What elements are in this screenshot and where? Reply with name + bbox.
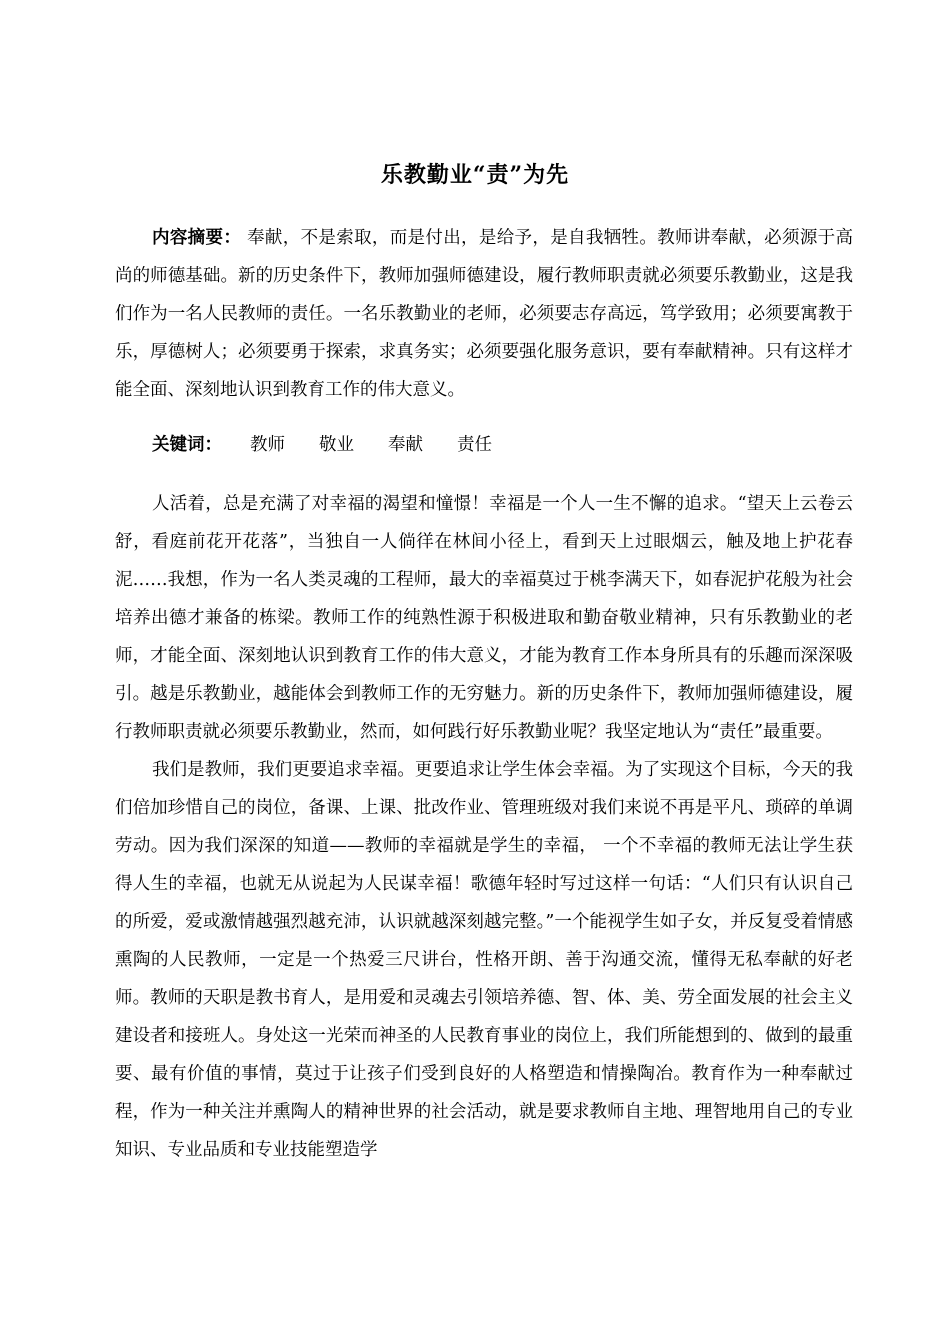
abstract-text: 奉献，不是索取，而是付出，是给予，是自我牺牲。教师讲奉献，必须源于高尚的师德基础。新的历史条件下，教师加强师德建设，履行教师职责就必须要乐教勤业，这是我们作为一名人民教师的责任。一名乐教勤业的老师，必须要志存高远，笃学致用；必须要寓教于乐，厚德树人；必须要勇于探索，求真务实；必须要强化服务意识，要有奉献精神。只有这样才能全面、深刻地认识到教育工作的伟大意义。 <box>115 228 854 400</box>
keyword-item: 责任 <box>457 435 492 455</box>
body-paragraph: 人活着，总是充满了对幸福的渴望和憧憬！幸福是一个人一生不懈的追求。“望天上云卷云舒，看庭前花开花落”，当独自一人倘徉在林间小径上，看到天上过眼烟云，触及地上护花春泥……我想，作为一名人类灵魂的工程师，最大的幸福莫过于桃李满天下，如春泥护花般为社会培养出德才兼备的栋梁。教师工作的纯熟性源于积极进取和勤奋敬业精神，只有乐教勤业的老师，才能全面、深刻地认识到教育工作的伟大意义，才能为教育工作本身所具有的乐趣而深深吸引。越是乐教勤业，越能体会到教师工作的无穷魅力。新的历史条件下，教师加强师德建设，履行教师职责就必须要乐教勤业，然而，如何践行好乐教勤业呢？我坚定地认为“责任”最重要。 <box>115 494 853 742</box>
keywords-list <box>250 435 526 455</box>
document-title: 乐教勤业“责”为先 <box>380 162 570 188</box>
keywords-label: 关键词： <box>152 435 222 455</box>
abstract-label: 内容摘要： <box>152 228 242 248</box>
body-text <box>115 485 853 1169</box>
keyword-item: 奉献 <box>388 435 423 455</box>
keyword-item: 敬业 <box>319 435 354 455</box>
abstract-section <box>115 219 853 409</box>
keywords-section <box>152 426 752 464</box>
body-paragraph: 我们是教师，我们更要追求幸福。更要追求让学生体会幸福。为了实现这个目标，今天的我们倍加珍惜自己的岗位，备课、上课、批改作业、管理班级对我们来说不再是平凡、琐碎的单调劳动。因为我们深深的知道——教师的幸福就是学生的幸福， 一个不幸福的教师无法让学生获得人生的幸福，也就无从说起为人民谋幸福！歌德年轻时写过这样一句话：“人们只有认识自己的所爱，爱或激情越强烈越充沛，认识就越深刻越完整。”一个能视学生如子女，并反复受着情感熏陶的人民教师，一定是一个热爱三尺讲台，性格开朗、善于沟通交流，懂得无私奉献的好老师。教师的天职是教书育人，是用爱和灵魂去引领培养德、智、体、美、劳全面发展的社会主义建设者和接班人。身处这一光荣而神圣的人民教育事业的岗位上，我们所能想到的、做到的最重要、最有价值的事情，莫过于让孩子们受到良好的人格塑造和情操陶冶。教育作为一种奉献过程，作为一种关注并熏陶人的精神世界的社会活动，就是要求教师自主地、理智地用自己的专业知识、专业品质和专业技能塑造学 <box>115 760 853 1160</box>
keyword-item: 教师 <box>250 435 285 455</box>
